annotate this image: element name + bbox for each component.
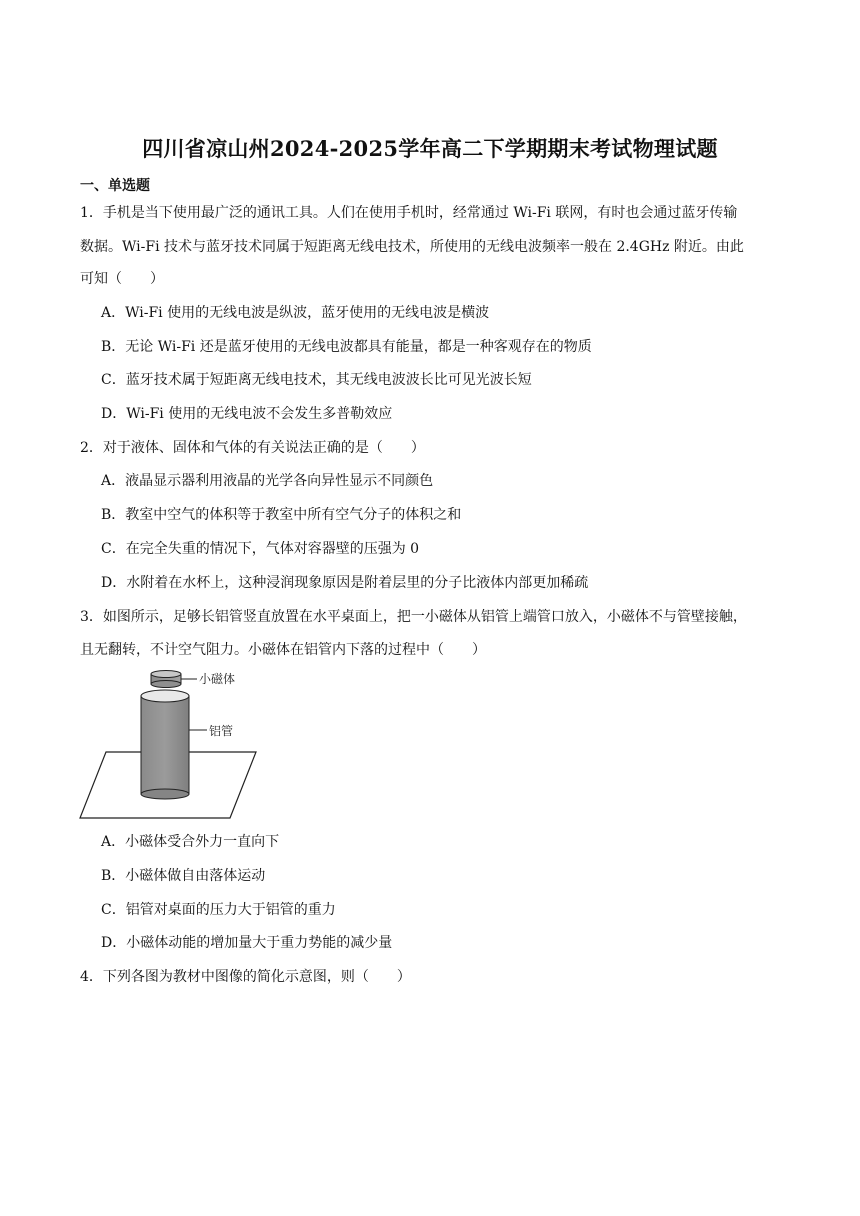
question-1-option-d: D．Wi-Fi 使用的无线电波不会发生多普勒效应 <box>101 406 393 422</box>
question-4-line-1: 4．下列各图为教材中图像的简化示意图，则（ ） <box>80 969 411 985</box>
magnet-label: 小磁体 <box>199 672 236 686</box>
question-1-option-c: C．蓝牙技术属于短距离无线电技术，其无线电波波长比可见光波长短 <box>101 372 532 388</box>
page-title: 四川省凉山州2024-2025学年高二下学期期末考试物理试题 <box>142 136 718 161</box>
question-3-option-d: D．小磁体动能的增加量大于重力势能的减少量 <box>101 935 393 951</box>
question-3-option-b: B．小磁体做自由落体运动 <box>101 868 266 884</box>
question-1-line-3: 可知（ ） <box>80 271 164 287</box>
magnet-tube-figure <box>78 668 278 820</box>
question-3-line-2: 且无翻转，不计空气阻力。小磁体在铝管内下落的过程中（ ） <box>80 642 486 658</box>
section-heading: 一、单选题 <box>80 178 150 194</box>
question-1-option-b: B．无论 Wi-Fi 还是蓝牙使用的无线电波都具有能量，都是一种客观存在的物质 <box>101 339 592 355</box>
question-1-line-2: 数据。Wi-Fi 技术与蓝牙技术同属于短距离无线电技术，所使用的无线电波频率一般在 2.4GHz 附近。由此 <box>80 239 744 255</box>
question-2-option-d: D．水附着在水杯上，这种浸润现象原因是附着层里的分子比液体内部更加稀疏 <box>101 575 589 591</box>
question-2-option-b: B．教室中空气的体积等于教室中所有空气分子的体积之和 <box>101 507 462 523</box>
tube-label: 铝管 <box>209 724 234 738</box>
question-1-line-1: 1．手机是当下使用最广泛的通讯工具。人们在使用手机时，经常通过 Wi-Fi 联网，有时也会通过蓝牙传输 <box>80 205 738 221</box>
aluminum-tube <box>141 696 189 794</box>
question-2-option-a: A．液晶显示器利用液晶的光学各向异性显示不同颜色 <box>101 473 434 489</box>
question-3-option-c: C．铝管对桌面的压力大于铝管的重力 <box>101 902 336 918</box>
question-3-option-a: A．小磁体受合外力一直向下 <box>101 834 280 850</box>
question-2-option-c: C．在完全失重的情况下，气体对容器壁的压强为 0 <box>101 541 420 557</box>
question-2-line-1: 2．对于液体、固体和气体的有关说法正确的是（ ） <box>80 440 425 456</box>
question-1-option-a: A．Wi-Fi 使用的无线电波是纵波，蓝牙使用的无线电波是横波 <box>101 305 490 321</box>
question-3-line-1: 3．如图所示，足够长铝管竖直放置在水平桌面上，把一小磁体从铝管上端管口放入，小磁体不与管壁接触， <box>80 609 747 625</box>
